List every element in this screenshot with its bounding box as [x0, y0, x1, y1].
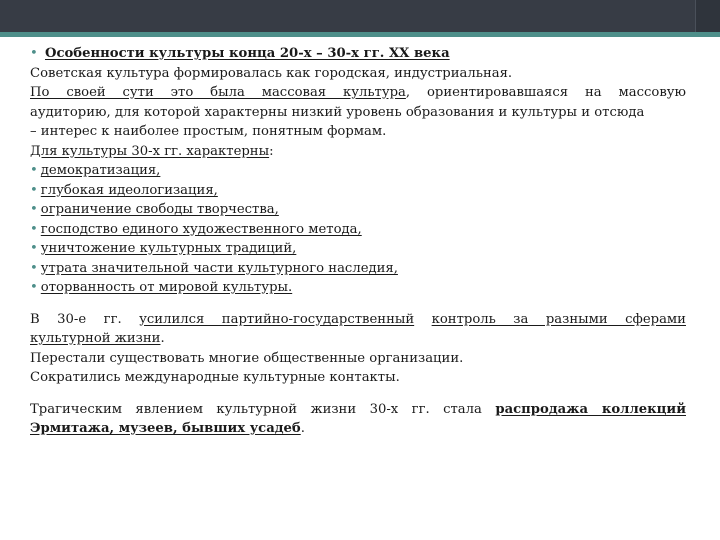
bullet-icon: •	[30, 260, 38, 276]
list-item	[30, 200, 686, 220]
control-line-1b	[30, 329, 686, 349]
list-item-text: оторванность от мировой культуры.	[40, 280, 293, 295]
feature-list-heading	[30, 142, 686, 162]
list-item	[30, 181, 686, 201]
intro-line-4: – интерес к наиболее простым, понятным формам.	[30, 124, 387, 139]
intro-line-1: Советская культура формировалась как городская, индустриальная.	[30, 65, 513, 81]
tragic-lead: Трагическим явлением культурной жизни 30-х гг. стала	[30, 401, 482, 417]
bullet-icon: •	[30, 202, 38, 217]
list-item-text: глубокая идеологизация,	[40, 182, 218, 198]
list-item-text: уничтожение культурных традиций,	[40, 241, 297, 256]
list-item	[30, 161, 686, 181]
control-emphasis-2: культурной жизни	[30, 331, 161, 346]
intro-line-2-rest: , ориентировавшаяся на массовую	[405, 85, 686, 100]
control-line-1	[30, 310, 686, 330]
slide-heading	[30, 44, 686, 64]
control-end: .	[160, 331, 165, 346]
bullet-icon: •	[30, 182, 38, 198]
tragic-line-1	[30, 400, 686, 420]
tragic-end: .	[300, 421, 305, 436]
intro-line-2	[30, 83, 686, 103]
feature-list	[30, 161, 686, 298]
tragic-line-2	[30, 419, 686, 439]
title-bar-accent-line	[0, 32, 720, 37]
list-item-text: демократизация,	[40, 163, 161, 178]
intro-line-3: аудиторию, для которой характерны низкий уровень образования и культуры и отсюда	[30, 104, 645, 120]
control-line-2: Перестали существовать многие общественные организации.	[30, 350, 464, 366]
feature-list-heading-colon: :	[269, 143, 274, 159]
list-item	[30, 239, 686, 259]
heading-text: Особенности культуры конца 20-х – 30-х гг. XX века	[44, 46, 450, 61]
tragic-emphasis-1: распродажа коллекций	[495, 401, 686, 417]
control-lead: В 30-е гг.	[30, 311, 122, 327]
intro-emphasis: По своей сути это была массовая культура	[30, 85, 406, 100]
slide-body	[30, 44, 686, 439]
title-bar-corner	[695, 0, 720, 32]
list-item-text: господство единого художественного метода,	[40, 221, 362, 237]
paragraph-gap	[30, 388, 686, 400]
tragic-emphasis-2: Эрмитажа, музеев, бывших усадеб	[30, 421, 301, 436]
list-item-text: ограничение свободы творчества,	[40, 202, 279, 217]
list-item-text: утрата значительной части культурного наследия,	[40, 260, 398, 276]
bullet-icon: •	[30, 163, 38, 178]
bullet-icon: •	[30, 46, 38, 61]
control-emphasis-1: усилился партийно-государственный	[139, 311, 415, 327]
list-item	[30, 259, 686, 279]
bullet-icon: •	[30, 280, 38, 295]
feature-list-heading-text: Для культуры 30-х гг. характерны	[30, 143, 270, 159]
bullet-icon: •	[30, 241, 38, 256]
bullet-icon: •	[30, 221, 38, 237]
control-mid: контроль за разными сферами	[431, 311, 686, 327]
paragraph-gap	[30, 298, 686, 310]
list-item	[30, 278, 686, 298]
title-bar	[0, 0, 720, 32]
control-line-3: Сократились международные культурные контакты.	[30, 370, 400, 385]
list-item	[30, 220, 686, 240]
